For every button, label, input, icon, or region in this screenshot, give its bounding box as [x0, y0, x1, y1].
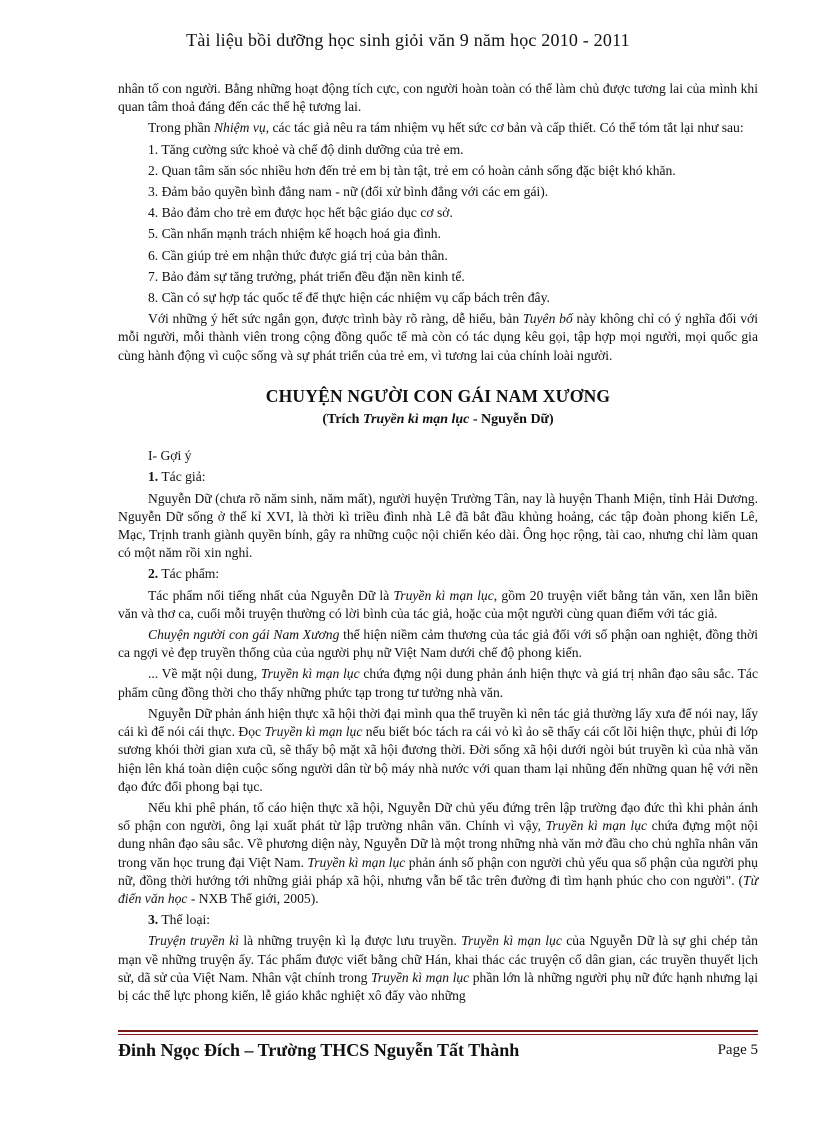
paragraph: Nếu khi phê phán, tố cáo hiện thực xã hội, Nguyễn Dữ chủ yếu đứng trên lập trường đạo đức thì khi phản ánh số phận con người, ông lại xuất phát từ lập trường nhân văn. Chính vì vậy, Truyền kì mạn lục chứa đựng một nội dung nhân đạo sâu sắc. Về phương diện này, Nguyễn Dữ là một trong những nhà văn mở đầu cho chủ nghĩa nhân văn trong văn học trung đại Việt Nam. Truyền kì mạn lục phản ánh số phận con người chủ yếu qua số phận của người phụ nữ, đồng thời hướng tới những giải pháp xã hội, nhưng vẫn bế tắc trên đường đi tìm hạnh phúc cho con người". (Từ điển văn học - NXB Thế giới, 2005).: [118, 799, 758, 906]
paragraph: Trong phần Nhiệm vụ, các tác giả nêu ra tám nhiệm vụ hết sức cơ bản và cấp thiết. Có thể tóm tắt lại như sau:: [148, 120, 744, 136]
page-number: Page 5: [717, 1042, 758, 1058]
document-body: [118, 80, 758, 1008]
list-item: 1. Tăng cường sức khoẻ và chế độ dinh dưỡng của trẻ em.: [148, 141, 464, 157]
list-item: 5. Cần nhấn mạnh trách nhiệm kế hoạch hoá gia đình.: [148, 226, 441, 242]
list-item: 7. Bảo đảm sự tăng trưởng, phát triển đều đặn nền kinh tế.: [148, 268, 465, 284]
paragraph: Chuyện người con gái Nam Xương thể hiện niềm cảm thương của tác giả đối với số phận oan nghiệt, đồng thời ca ngợi vẻ đẹp truyền thống của của người phụ nữ Việt Nam dưới chế độ phong kiến.: [118, 627, 758, 661]
heading-author: 1. Tác giả:: [148, 469, 206, 485]
paragraph: Truyện truyền kì là những truyện kì lạ được lưu truyền. Truyền kì mạn lục của Nguyễn Dữ là sự ghi chép tản mạn về những truyện ấy. Tác phẩm được viết bằng chữ Hán, khai thác các truyện cổ dân gian, các truyền thuyết lịch sử, dã sử của Việt Nam. Nhân vật chính trong Truyền kì mạn lục phần lớn là những người phụ nữ đức hạnh nhưng lại bị các thế lực phong kiến, lễ giáo khắc nghiệt xô đẩy vào những: [118, 933, 758, 1003]
paragraph: Với những ý hết sức ngắn gọn, được trình bày rõ ràng, dễ hiểu, bản Tuyên bố này không chỉ có ý nghĩa đối với mỗi người, mỗi thành viên trong cộng đồng quốc tế mà còn có tác dụng kêu gọi, tập hợp mọi người, mọi quốc gia cùng hành động vì cuộc sống và sự phát triển của trẻ em, vì tương lai của chính loài người.: [118, 311, 758, 363]
list-item: 8. Cần có sự hợp tác quốc tế để thực hiện các nhiệm vụ cấp bách trên đây.: [148, 290, 550, 306]
section-title: CHUYỆN NGƯỜI CON GÁI NAM XƯƠNG: [265, 385, 611, 406]
list-item: 2. Quan tâm săn sóc nhiều hơn đến trẻ em bị tàn tật, trẻ em có hoàn cảnh sống đặc biệt khó khăn.: [148, 162, 676, 178]
heading-work: 2. Tác phẩm:: [148, 566, 220, 582]
list-item: 3. Đảm bảo quyền bình đẳng nam - nữ (đối xử bình đẳng với các em gái).: [148, 184, 549, 200]
paragraph: ... Về mặt nội dung, Truyền kì mạn lục chứa đựng nội dung phản ánh hiện thực và giá trị nhân đạo sâu sắc. Tác phẩm cũng đồng thời cho thấy những phức tạp trong tư tưởng nhà văn.: [118, 666, 758, 700]
page-header: Tài liệu bồi dưỡng học sinh giỏi văn 9 năm học 2010 - 2011: [186, 30, 630, 50]
footer-author: Đinh Ngọc Đích – Trường THCS Nguyễn Tất Thành: [118, 1040, 520, 1060]
section-subtitle: (Trích Truyền kì mạn lục - Nguyễn Dữ): [322, 412, 554, 428]
footer-divider: [118, 1030, 758, 1032]
paragraph: Nguyễn Dữ phản ánh hiện thực xã hội thời đại mình qua thể truyền kì nên tác giả thường lấy xưa để nói nay, lấy cái kì để nói cái thực. Đọc Truyền kì mạn lục nếu biết bóc tách ra cái vỏ kì ảo sẽ thấy cái cốt lõi hiện thực, phủi đi lớp sương khói thời gian xưa cũ, sẽ thấy bộ mặt xã hội đương thời. Đời sống xã hội dưới ngòi bút truyền kì của nhà văn hiện lên khá toàn diện cuộc sống người dân từ bộ máy nhà nước với quan tham lại nhũng đến những quan hệ với nền đạo đức đổi phong bại tục.: [118, 705, 758, 794]
list-item: 6. Cần giúp trẻ em nhận thức được giá trị của bản thân.: [148, 247, 448, 263]
paragraph: nhân tố con người. Bằng những hoạt động tích cực, con người hoàn toàn có thể làm chủ được tương lai của mình khi quan tâm thoả đáng đến các thế hệ tương lai.: [118, 81, 758, 115]
footer-divider-thin: [118, 1034, 758, 1035]
heading-suggestions: I- Gợi ý: [148, 448, 192, 464]
list-item: 4. Bảo đảm cho trẻ em được học hết bậc giáo dục cơ sở.: [148, 205, 453, 221]
paragraph: Tác phẩm nổi tiếng nhất của Nguyễn Dữ là Truyền kì mạn lục, gồm 20 truyện viết bằng tản văn, xen lẫn biền văn và thơ ca, cuối mỗi truyện thường có lời bình của tác giả, hoặc của một người cùng quan điểm với tác giả.: [118, 587, 759, 621]
paragraph: Nguyễn Dữ (chưa rõ năm sinh, năm mất), người huyện Trường Tân, nay là huyện Thanh Miện, tỉnh Hải Dương. Nguyễn Dữ sống ở thế kỉ XVI, là thời kì triều đình nhà Lê đã bắt đầu khủng hoảng, các tập đoàn phong kiến Lê, Mạc, Trịnh tranh giành quyền bính, gây ra những cuộc nội chiến kéo dài. Ông học rộng, tài cao, nhưng chỉ làm quan có một năm rồi xin nghỉ.: [118, 490, 758, 561]
heading-genre: 3. Thể loại:: [148, 912, 211, 928]
